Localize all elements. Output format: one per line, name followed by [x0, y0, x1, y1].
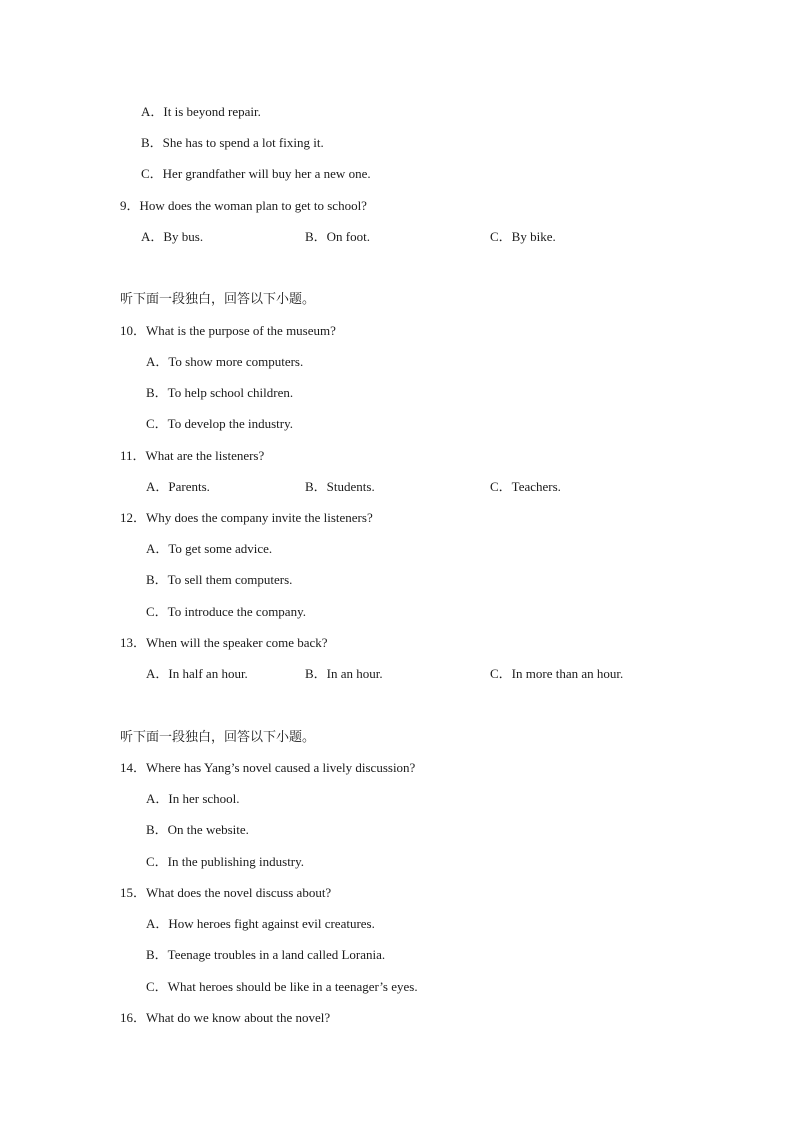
q15-option-a: A．How heroes fight against evil creatures.	[146, 916, 375, 931]
q13-question: 13．When will the speaker come back?	[120, 635, 328, 650]
q11-option-a: A．Parents.	[146, 479, 210, 494]
q13-option-a: A．In half an hour.	[146, 666, 248, 681]
q9-option-c: C．By bike.	[490, 229, 556, 244]
q10-option-c: C．To develop the industry.	[146, 416, 294, 431]
q10-option-a: A．To show more computers.	[146, 354, 304, 369]
section-heading: 听下面一段独白，回答以下小题。	[120, 291, 316, 306]
q11-option-c: C．Teachers.	[490, 479, 561, 494]
q13-option-c: C．In more than an hour.	[490, 666, 624, 681]
q14-option-c: C．In the publishing industry.	[146, 854, 305, 869]
q12-question: 12．Why does the company invite the listeners?	[120, 510, 373, 525]
q12-option-a: A．To get some advice.	[146, 541, 273, 556]
q15-option-b: B．Teenage troubles in a land called Lorania.	[146, 947, 386, 962]
q16-question: 16．What do we know about the novel?	[120, 1010, 331, 1025]
q14-question: 14．Where has Yang’s novel caused a lively discussion?	[120, 760, 416, 775]
q11-question: 11．What are the listeners?	[120, 448, 265, 463]
q15-question: 15．What does the novel discuss about?	[120, 885, 332, 900]
q14-option-b: B．On the website.	[146, 822, 249, 837]
section-heading: 听下面一段独白，回答以下小题。	[120, 729, 316, 744]
q12-option-b: B．To sell them computers.	[146, 572, 293, 587]
q13-option-b: B．In an hour.	[305, 666, 383, 681]
q12-option-c: C．To introduce the company.	[146, 604, 306, 619]
q9-option-b: B．On foot.	[305, 229, 371, 244]
q10-option-b: B．To help school children.	[146, 385, 294, 400]
q8-option-a: A．It is beyond repair.	[141, 104, 261, 119]
q8-option-c: C．Her grandfather will buy her a new one.	[141, 166, 371, 181]
q11-option-b: B．Students.	[305, 479, 375, 494]
q9-question: 9．How does the woman plan to get to school?	[120, 198, 367, 213]
q10-question: 10．What is the purpose of the museum?	[120, 323, 336, 338]
q14-option-a: A．In her school.	[146, 791, 240, 806]
q9-option-a: A．By bus.	[141, 229, 204, 244]
q15-option-c: C．What heroes should be like in a teenager’s eyes.	[146, 979, 418, 994]
q8-option-b: B．She has to spend a lot fixing it.	[141, 135, 324, 150]
